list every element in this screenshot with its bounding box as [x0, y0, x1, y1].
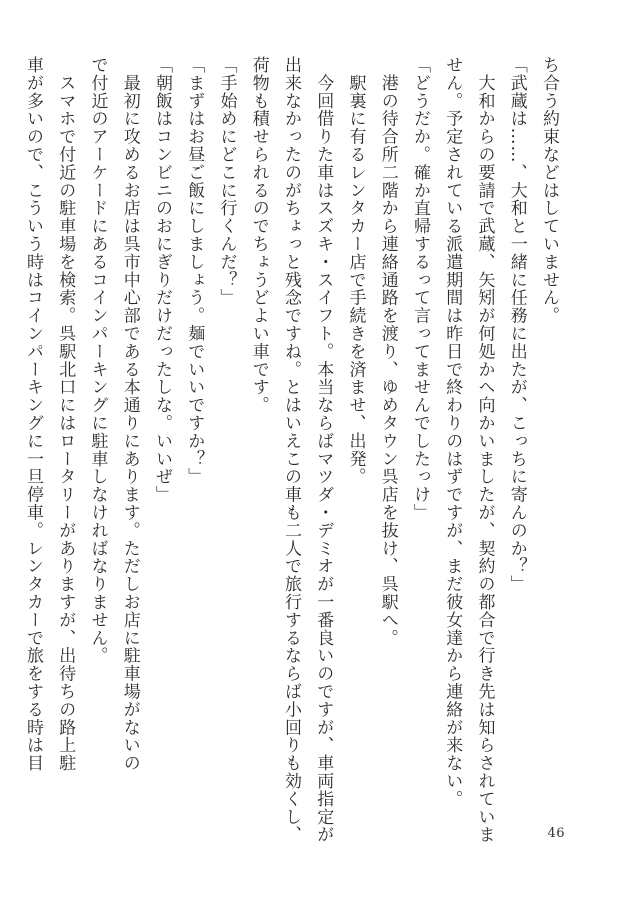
text-line: スマホで付近の駐車場を検索。呉駅北口にはロータリーがありますが、出待ちの路上駐	[55, 56, 76, 772]
text-line: 「朝飯はコンビニのおにぎりだけだったしな。いいぜ」	[152, 56, 172, 504]
text-line: 今回借りた車はスズキ・スイフト。本当ならばマツダ・デミオが一番良いのですが、車両指定が	[313, 56, 334, 844]
text-line: 港の待合所二階から連絡通路を渡り、ゆめタウン呉店を抜け、呉駅へ。	[377, 56, 398, 647]
text-line: 「まずはお昼ご飯にしましょう。麺でいいですか？」	[184, 56, 205, 486]
text-line: 車が多いので、こういう時はコインパーキングに一旦停車。レンタカーで旅をする時は目	[23, 56, 43, 772]
text-line: 「武蔵は……、大和と一緒に任務に出たが、こっちに寄んのか？」	[506, 56, 527, 593]
text-line: せん。予定されている派遣期間は昨日で終わりのはずですが、まだ彼女達から連絡が来ない。	[442, 56, 463, 808]
text-line: 「手始めにどこに行くんだ？」	[216, 56, 237, 307]
text-line: で付近のアーケードにあるコインパーキングに駐車しなければなりません。	[87, 56, 108, 665]
text-line: 駅裏に有るレンタカー店で手続きを済ませ、出発。	[345, 56, 366, 486]
text-line: 荷物も積せられるのでちょうどよい車です。	[248, 56, 269, 414]
text-line: ち合う約束などはしていません。	[539, 56, 559, 325]
text-line: 出来なかったのがちょっと残念ですね。とはいえこの車も二人で旅行するならば小回りも効くし、	[281, 56, 301, 844]
text-line: 「どうだか。確か直帰するって言ってませんでしたっけ」	[410, 56, 430, 522]
text-line: 大和からの要請で武蔵、矢矧が何処かへ向かいましたが、契約の都合で行き先は知らされていま	[474, 56, 495, 844]
text-line: 最初に攻めるお店は呉市中心部である本通りにあります。ただしお店に駐車場がないの	[119, 56, 140, 772]
page-number: 46	[547, 826, 565, 841]
